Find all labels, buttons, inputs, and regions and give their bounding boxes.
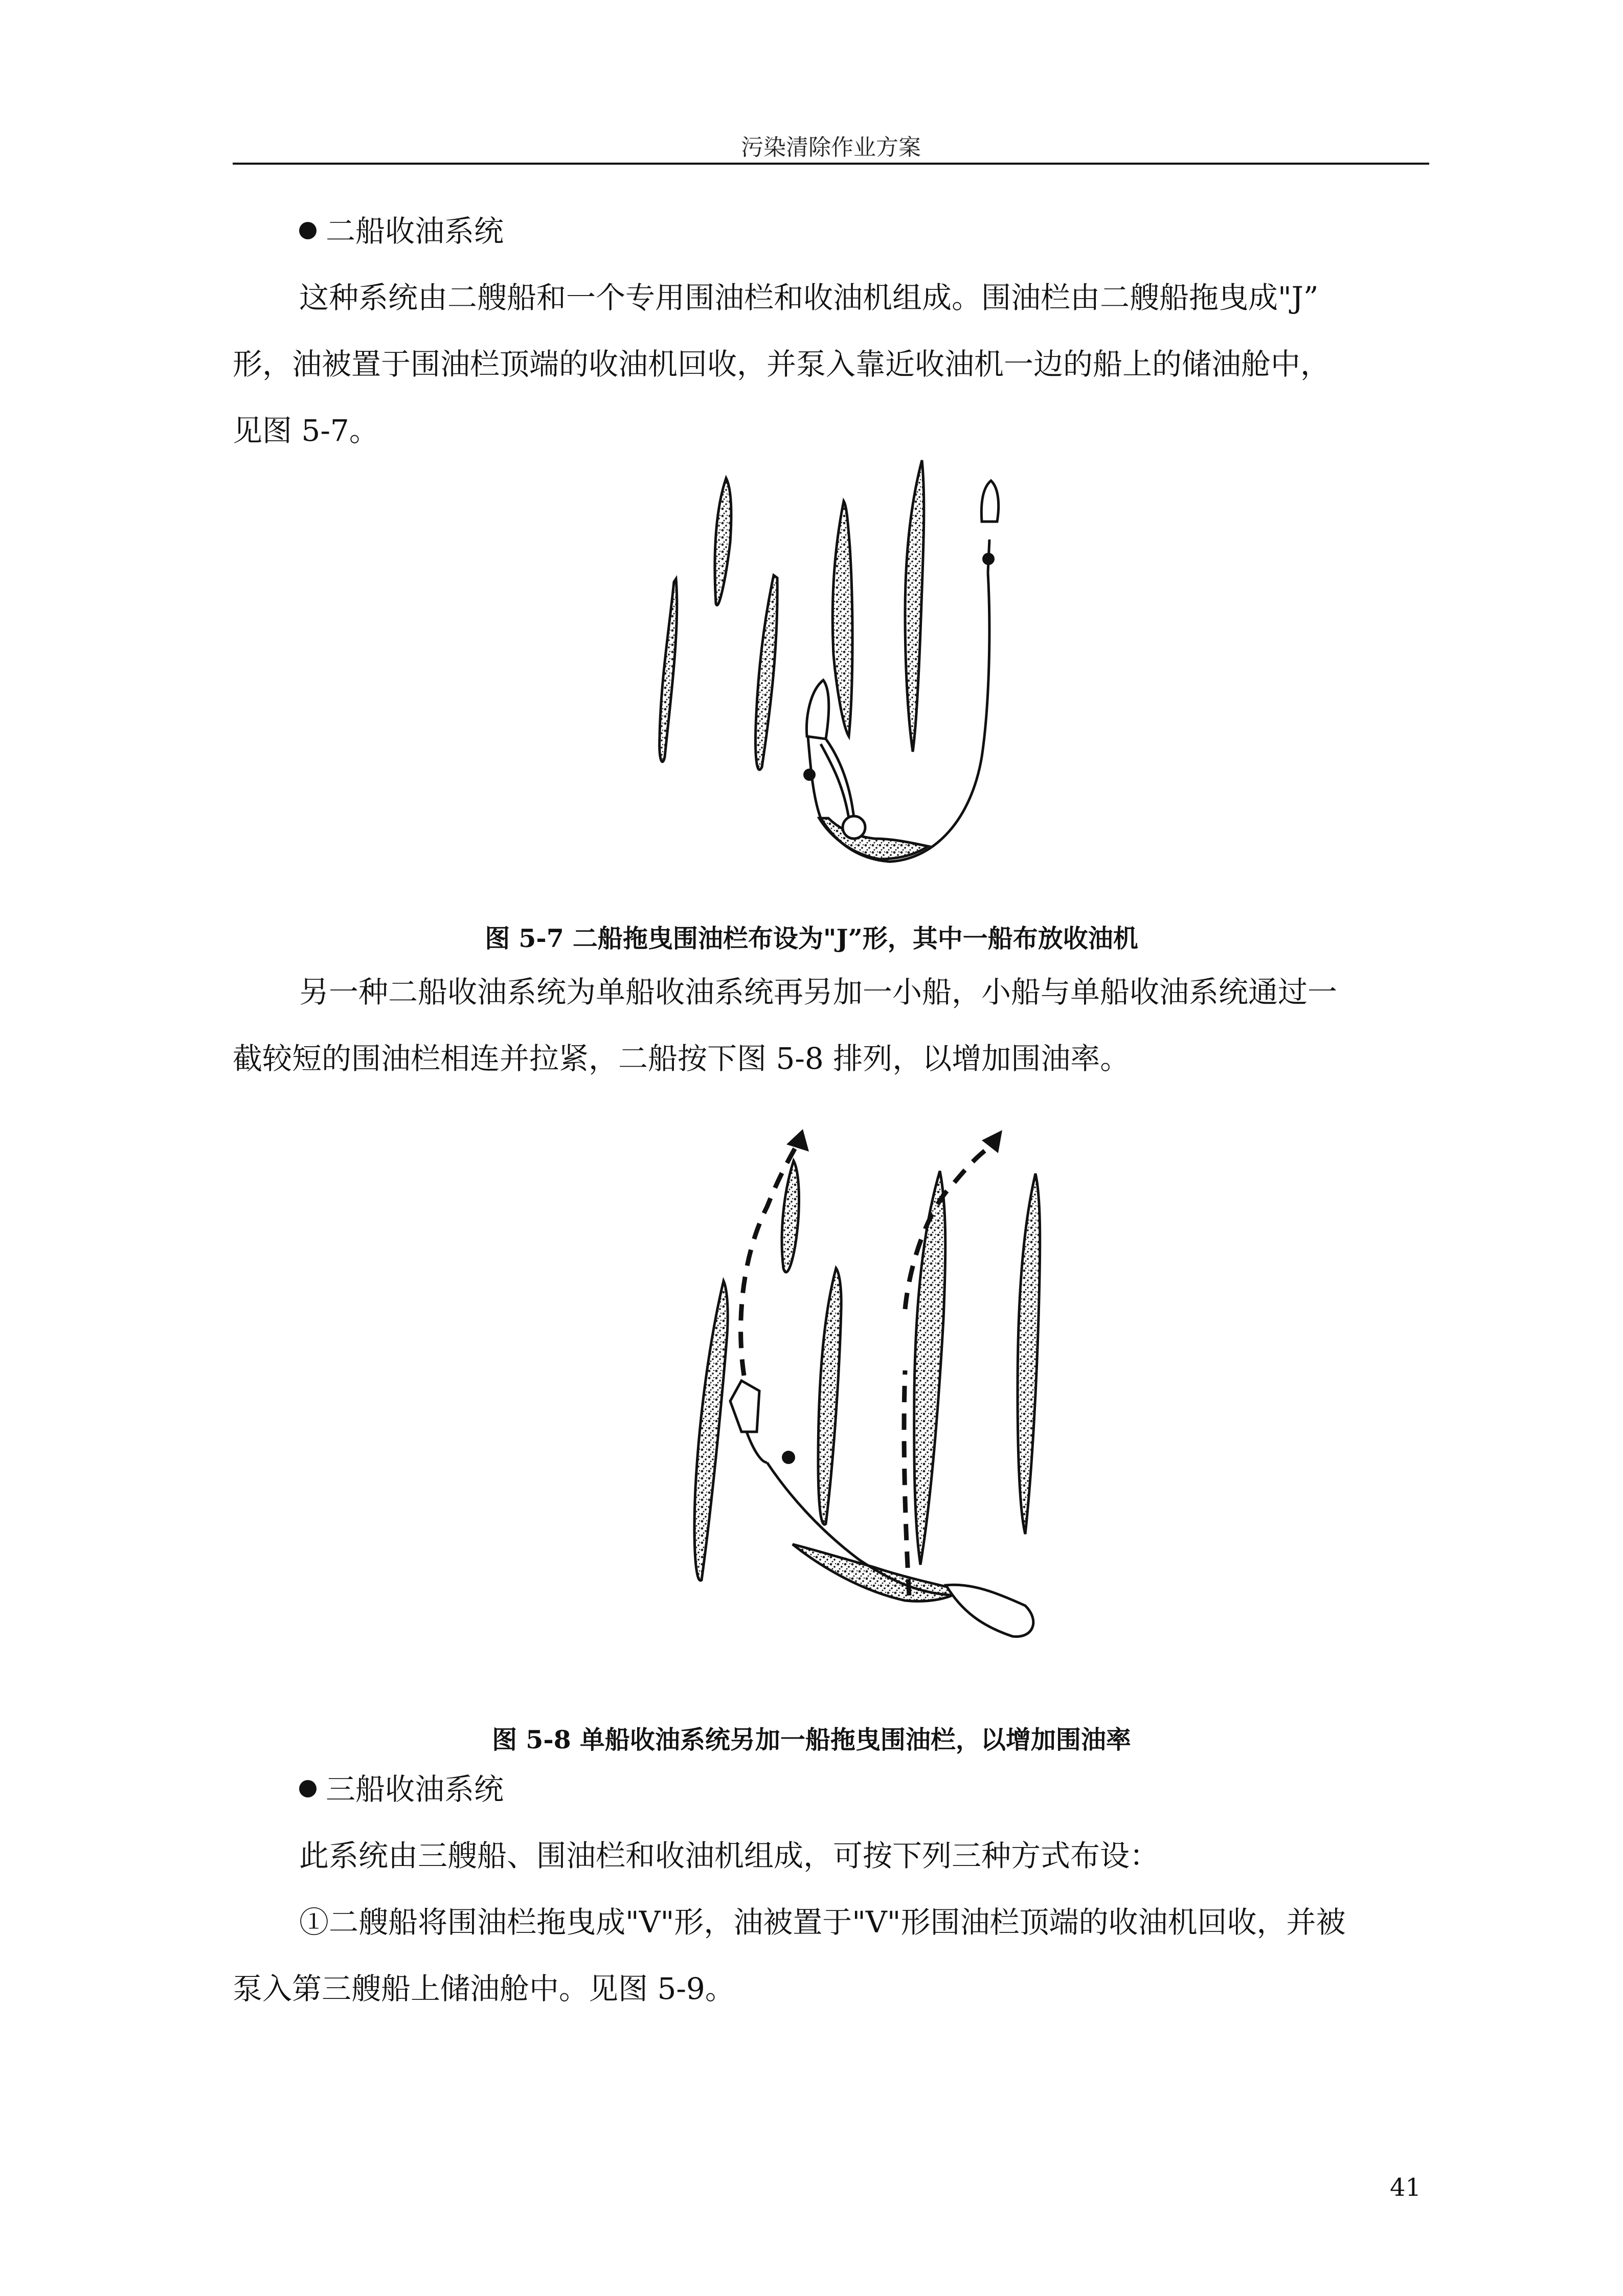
- arrow-head-icon: [982, 1130, 1002, 1153]
- tow-point-icon: [803, 769, 816, 781]
- tow-point-icon: [982, 553, 995, 565]
- ship-icon: [946, 1585, 1033, 1636]
- figure-5-8-caption: 图 5-8 单船收油系统另加一船拖曳围油栏，以增加围油率: [492, 1725, 1131, 1754]
- oil-slick: [694, 1281, 728, 1581]
- oil-slick: [914, 1171, 945, 1565]
- figure-5-7-diagram: [649, 450, 1018, 895]
- paragraph-line: 截较短的围油栏相连并拉紧，二船按下图 5-8 排列，以增加围油率。: [233, 1041, 1130, 1076]
- section-heading-two-ship: [299, 214, 504, 249]
- page-number: 41: [1390, 2173, 1422, 2202]
- oil-slick: [905, 460, 924, 752]
- bullet-icon: [299, 1780, 317, 1797]
- oil-slick: [818, 1268, 841, 1524]
- running-header: 污染清除作业方案: [741, 134, 921, 161]
- paragraph-line: 另一种二船收油系统为单船收油系统再另加一小船，小船与单船收油系统通过一: [299, 975, 1338, 1009]
- oil-slick: [756, 575, 778, 770]
- header-rule: [233, 163, 1429, 165]
- oil-slick: [1018, 1174, 1040, 1534]
- heading-text: 三船收油系统: [326, 1772, 504, 1807]
- skimmer-hose: [826, 739, 854, 818]
- paragraph-line: 此系统由三艘船、围油栏和收油机组成，可按下列三种方式布设：: [299, 1838, 1160, 1873]
- direction-arrow-path: [905, 1145, 992, 1309]
- heading-text: 二船收油系统: [326, 214, 504, 249]
- arrow-head-icon: [786, 1129, 809, 1152]
- oil-slick: [782, 1161, 799, 1272]
- direction-arrow-path: [904, 1370, 909, 1595]
- oil-slick: [832, 501, 852, 736]
- paragraph-line: 见图 5-7。: [233, 413, 379, 448]
- ship-icon: [730, 1381, 759, 1432]
- boom-towline: [747, 1432, 767, 1462]
- ship-icon: [806, 680, 828, 739]
- oil-slick: [660, 579, 677, 762]
- figure-5-8-diagram: [665, 1105, 1064, 1693]
- figure-5-7-caption: 图 5-7 二船拖曳围油栏布设为"J”形，其中一船布放收油机: [485, 924, 1138, 953]
- oil-slick: [715, 478, 731, 605]
- paragraph-line: 形，油被置于围油栏顶端的收油机回收，并泵入靠近收油机一边的船上的储油舱中，: [233, 347, 1331, 381]
- paragraph-line: ①二艘船将围油栏拖曳成"V"形，油被置于"V"形围油栏顶端的收油机回收，并被: [299, 1905, 1346, 1940]
- section-heading-three-ship: [299, 1772, 504, 1807]
- tow-point-icon: [782, 1451, 795, 1464]
- skimmer-icon: [843, 816, 865, 839]
- paragraph-line: 这种系统由二艘船和一个专用围油栏和收油机组成。围油栏由二艘船拖曳成"J”: [299, 280, 1319, 315]
- paragraph-line: 泵入第三艘船上储油舱中。见图 5-9。: [233, 1971, 735, 2006]
- bullet-icon: [299, 222, 317, 239]
- ship-icon: [981, 481, 998, 522]
